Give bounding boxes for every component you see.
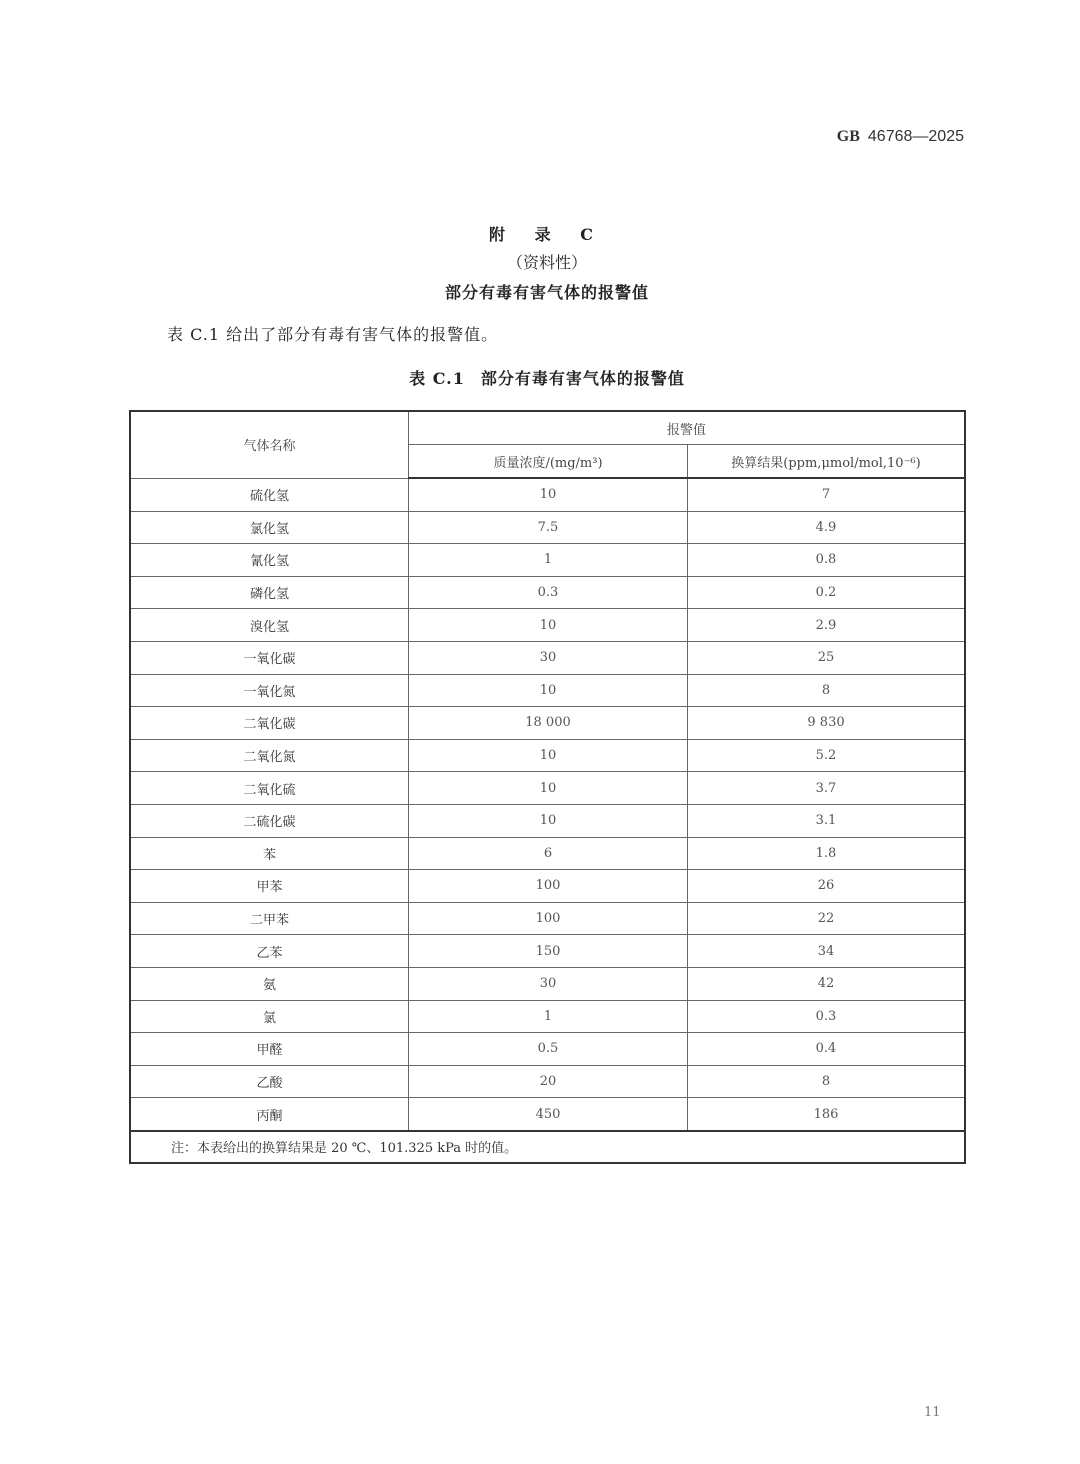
gas-name-cell: 一氧化碳: [130, 641, 409, 674]
gas-name-cell: 二硫化碳: [130, 804, 409, 837]
gas-name-cell: 二氧化氮: [130, 739, 409, 772]
appendix-nature: （资料性）: [506, 253, 587, 272]
converted-result-cell: 0.2: [688, 576, 966, 609]
gas-name-cell: 苯: [130, 837, 409, 870]
mass-concentration-cell: 30: [409, 641, 688, 674]
table-row: [130, 804, 965, 837]
appendix-title: 附 录 C: [489, 225, 605, 244]
mass-concentration-cell: 150: [409, 935, 688, 968]
converted-result-cell: 0.4: [688, 1033, 966, 1066]
converted-result-cell: 8: [688, 674, 966, 707]
table-row: [130, 1065, 965, 1098]
standard-code: [837, 128, 964, 146]
gas-name-cell: 一氧化氮: [130, 674, 409, 707]
standard-number: 46768—2025: [867, 128, 964, 145]
table-row: [130, 674, 965, 707]
table-row: [130, 478, 965, 511]
mass-concentration-cell: 10: [409, 674, 688, 707]
header-alarm-value: 报警值: [409, 411, 966, 445]
mass-concentration-cell: 10: [409, 739, 688, 772]
header-gas-name: 气体名称: [130, 411, 409, 478]
converted-result-cell: 0.3: [688, 1000, 966, 1033]
table-row: [130, 609, 965, 642]
converted-result-cell: 25: [688, 641, 966, 674]
mass-concentration-cell: 0.5: [409, 1033, 688, 1066]
header-converted-result: 换算结果(ppm,μmol/mol,10⁻⁶): [688, 445, 966, 479]
table-row: [130, 1098, 965, 1131]
table-row: [130, 739, 965, 772]
table-row: [130, 772, 965, 805]
gas-name-cell: 氰化氢: [130, 544, 409, 577]
gas-name-cell: 乙苯: [130, 935, 409, 968]
mass-concentration-cell: 10: [409, 804, 688, 837]
table-row: [130, 576, 965, 609]
header-mass-concentration: 质量浓度/(mg/m³): [409, 445, 688, 479]
mass-concentration-cell: 100: [409, 902, 688, 935]
alarm-values-table: [129, 410, 966, 1164]
mass-concentration-cell: 450: [409, 1098, 688, 1131]
mass-concentration-cell: 7.5: [409, 511, 688, 544]
mass-concentration-cell: 10: [409, 609, 688, 642]
gas-name-cell: 氯化氢: [130, 511, 409, 544]
table-row: [130, 967, 965, 1000]
appendix-name: 部分有毒有害气体的报警值: [444, 283, 649, 302]
table-row: [130, 837, 965, 870]
mass-concentration-cell: 30: [409, 967, 688, 1000]
standard-prefix: GB: [836, 128, 860, 145]
table-row: [130, 641, 965, 674]
table-caption-title: 部分有毒有害气体的报警值: [480, 369, 685, 388]
page-number: 11: [924, 1405, 941, 1420]
table-note: 注：本表给出的换算结果是 20 ℃、101.325 kPa 时的值。: [130, 1131, 965, 1163]
gas-name-cell: 溴化氢: [130, 609, 409, 642]
converted-result-cell: 42: [688, 967, 966, 1000]
table-row: [130, 1000, 965, 1033]
gas-name-cell: 硫化氢: [130, 478, 409, 511]
mass-concentration-cell: 18 000: [409, 707, 688, 740]
mass-concentration-cell: 6: [409, 837, 688, 870]
mass-concentration-cell: 10: [409, 772, 688, 805]
converted-result-cell: 7: [688, 478, 966, 511]
converted-result-cell: 5.2: [688, 739, 966, 772]
gas-name-cell: 甲苯: [130, 870, 409, 903]
table-row: [130, 1033, 965, 1066]
mass-concentration-cell: 100: [409, 870, 688, 903]
converted-result-cell: 1.8: [688, 837, 966, 870]
converted-result-cell: 8: [688, 1065, 966, 1098]
gas-name-cell: 丙酮: [130, 1098, 409, 1131]
converted-result-cell: 9 830: [688, 707, 966, 740]
mass-concentration-cell: 20: [409, 1065, 688, 1098]
table-row: [130, 544, 965, 577]
converted-result-cell: 3.1: [688, 804, 966, 837]
table-row: [130, 902, 965, 935]
converted-result-cell: 4.9: [688, 511, 966, 544]
table-row: [130, 935, 965, 968]
table-caption: [0, 366, 1080, 389]
converted-result-cell: 3.7: [688, 772, 966, 805]
converted-result-cell: 22: [688, 902, 966, 935]
converted-result-cell: 0.8: [688, 544, 966, 577]
mass-concentration-cell: 1: [409, 1000, 688, 1033]
gas-name-cell: 氨: [130, 967, 409, 1000]
table-row: [130, 870, 965, 903]
converted-result-cell: 2.9: [688, 609, 966, 642]
table-caption-number: 表 C.1: [409, 369, 465, 388]
gas-name-cell: 二甲苯: [130, 902, 409, 935]
gas-name-cell: 二氧化硫: [130, 772, 409, 805]
converted-result-cell: 186: [688, 1098, 966, 1131]
mass-concentration-cell: 1: [409, 544, 688, 577]
table-row: [130, 707, 965, 740]
table-row: [130, 511, 965, 544]
gas-name-cell: 磷化氢: [130, 576, 409, 609]
mass-concentration-cell: 10: [409, 478, 688, 511]
gas-name-cell: 甲醛: [130, 1033, 409, 1066]
converted-result-cell: 34: [688, 935, 966, 968]
gas-name-cell: 氯: [130, 1000, 409, 1033]
converted-result-cell: 26: [688, 870, 966, 903]
mass-concentration-cell: 0.3: [409, 576, 688, 609]
gas-name-cell: 二氧化碳: [130, 707, 409, 740]
intro-paragraph: 表 C.1 给出了部分有毒有害气体的报警值。: [167, 325, 499, 344]
gas-name-cell: 乙酸: [130, 1065, 409, 1098]
